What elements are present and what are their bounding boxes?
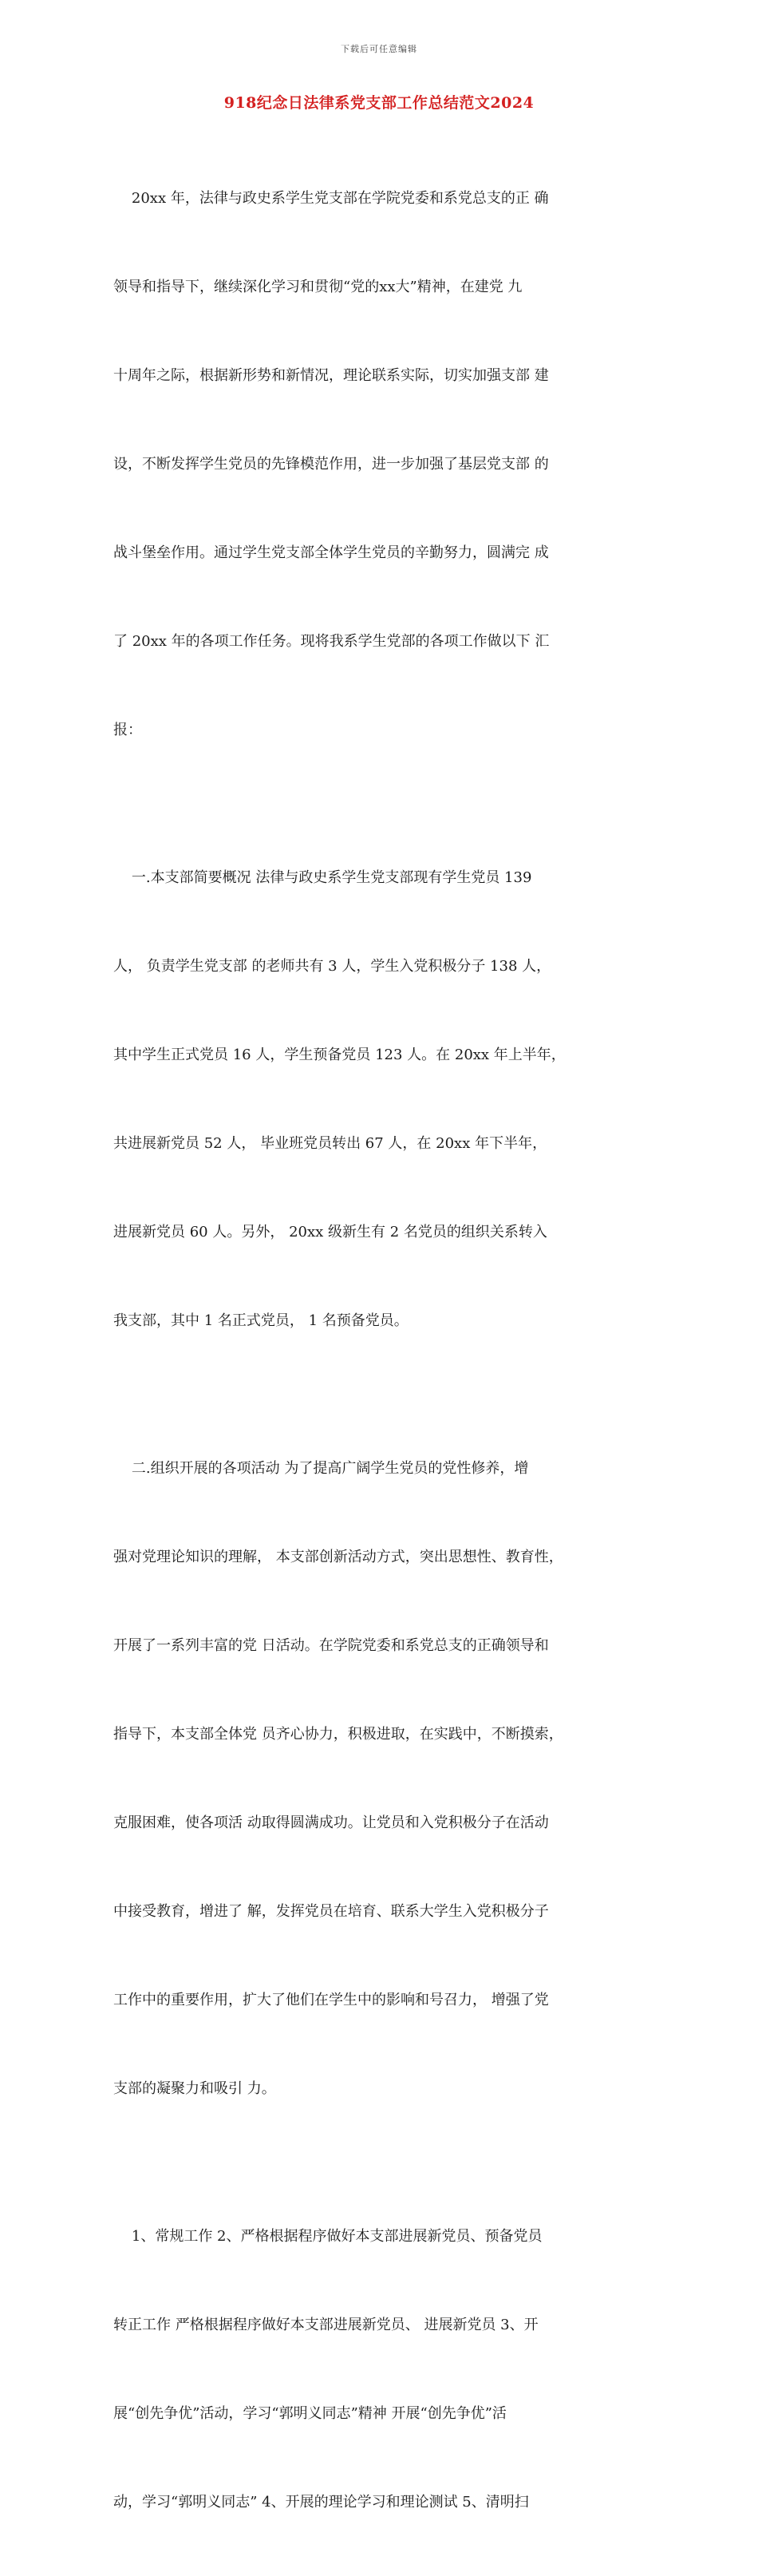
header-note: 下载后可任意编辑	[341, 44, 417, 54]
text-line: 我支部，其中 1 名正式党员， 1 名预备党员。	[113, 1312, 409, 1329]
text-line: 共进展新党员 52 人， 毕业班党员转出 67 人，在 20xx 年下半年，	[113, 1135, 547, 1152]
text-line: 支部的凝聚力和吸引 力。	[113, 2080, 276, 2097]
text-line: 动，学习“郭明义同志” 4、开展的理论学习和理论测试 5、清明扫	[113, 2494, 529, 2511]
text-line: 进展新党员 60 人。另外， 20xx 级新生有 2 名党员的组织关系转入	[113, 1224, 547, 1241]
paragraph-overview	[113, 804, 649, 1395]
text-line: 转正工作 严格根据程序做好本支部进展新党员、 进展新党员 3、开	[113, 2317, 539, 2333]
text-line: 一.本支部简要概况 法律与政史系学生党支部现有学生党员 139	[113, 869, 532, 886]
text-line: 开展了一系列丰富的党 日活动。在学院党委和系党总支的正确领导和	[113, 1637, 549, 1654]
text-line: 报：	[113, 722, 142, 738]
text-line: 指导下，本支部全体党 员齐心协力，积极进取，在实践中，不断摸索，	[113, 1726, 563, 1743]
document-body	[113, 125, 649, 2576]
text-line: 其中学生正式党员 16 人，学生预备党员 123 人。在 20xx 年上半年，	[113, 1047, 566, 1063]
document-title: 918纪念日法律系党支部工作总结范文2024	[223, 94, 535, 112]
text-line: 二.组织开展的各项活动 为了提高广阔学生党员的党性修养，增	[113, 1460, 529, 1477]
text-line: 了 20xx 年的各项工作任务。现将我系学生党部的各项工作做以下 汇	[113, 633, 550, 650]
text-line: 领导和指导下，继续深化学习和贯彻“党的xx大”精神，在建党 九	[113, 279, 523, 295]
text-line: 战斗堡垒作用。通过学生党支部全体学生党员的辛勤努力，圆满完 成	[113, 544, 549, 561]
text-line: 强对党理论知识的理解， 本支部创新活动方式，突出思想性、教育性，	[113, 1549, 563, 1565]
text-line: 设，不断发挥学生党员的先锋模范作用，进一步加强了基层党支部 的	[113, 456, 549, 473]
paragraph-routine-work	[113, 2162, 649, 2576]
paragraph-intro	[113, 125, 649, 804]
text-line: 20xx 年，法律与政史系学生党支部在学院党委和系党总支的正 确	[113, 190, 549, 207]
paragraph-activities	[113, 1395, 649, 2162]
text-line: 中接受教育，增进了 解，发挥党员在培育、联系大学生入党积极分子	[113, 1903, 549, 1920]
text-line: 人， 负责学生党支部 的老师共有 3 人，学生入党积极分子 138 人，	[113, 958, 551, 975]
text-line: 克服困难，使各项活 动取得圆满成功。让党员和入党积极分子在活动	[113, 1814, 549, 1831]
text-line: 展“创先争优”活动，学习“郭明义同志”精神 开展“创先争优”活	[113, 2405, 507, 2422]
text-line: 工作中的重要作用，扩大了他们在学生中的影响和号召力， 增强了党	[113, 1992, 549, 2008]
text-line: 1、常规工作 2、严格根据程序做好本支部进展新党员、预备党员	[113, 2228, 543, 2245]
text-line: 十周年之际，根据新形势和新情况，理论联系实际，切实加强支部 建	[113, 367, 549, 384]
